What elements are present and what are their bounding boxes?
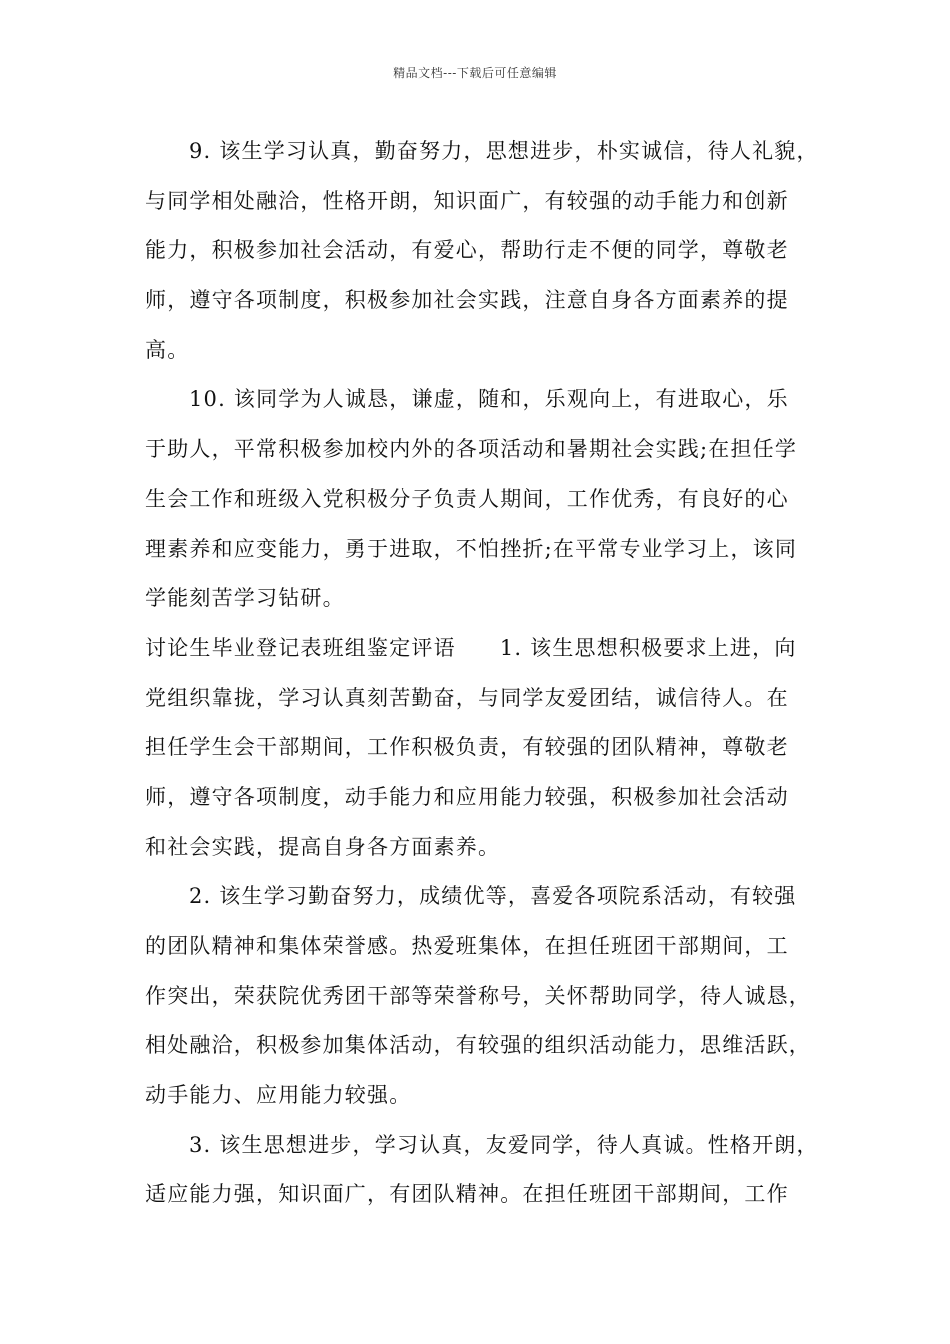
section-heading-line <box>145 624 835 674</box>
text-line: 理素养和应变能力，勇于进取，不怕挫折;在平常专业学习上，该同 <box>145 536 798 561</box>
text-line: 与同学相处融洽，性格开朗，知识面广，有较强的动手能力和创新 <box>145 188 789 213</box>
text-line: 2. 该生学习勤奋努力，成绩优等，喜爱各项院系活动，有较强 <box>189 884 797 909</box>
page-header: 精品文档---下载后可任意编辑 <box>393 66 557 80</box>
text-line: 适应能力强，知识面广，有团队精神。在担任班团干部期间，工作 <box>145 1182 789 1207</box>
text-line: 作突出，荣获院优秀团干部等荣誉称号，关怀帮助同学，待人诚恳， <box>145 983 811 1008</box>
text-line: 师，遵守各项制度，动手能力和应用能力较强，积极参加社会活动 <box>145 784 789 809</box>
text-line: 3. 该生思想进步，学习认真，友爱同学，待人真诚。性格开朗， <box>189 1132 819 1157</box>
text-line: 和社会实践，提高自身各方面素养。 <box>145 834 501 859</box>
section-heading: 讨论生毕业登记表班组鉴定评语 <box>145 635 456 660</box>
text-line: 高。 <box>145 337 190 362</box>
document-body <box>145 127 835 1220</box>
text-line: 生会工作和班级入党积极分子负责人期间，工作优秀，有良好的心 <box>145 486 789 511</box>
text-line: 党组织靠拢，学习认真刻苦勤奋，与同学友爱团结，诚信待人。在 <box>145 685 789 710</box>
text-line: 担任学生会干部期间，工作积极负责，有较强的团队精神，尊敬老 <box>145 735 789 760</box>
text-line: 学能刻苦学习钻研。 <box>145 586 345 611</box>
text-line: 9. 该生学习认真，勤奋努力，思想进步，朴实诚信，待人礼貌， <box>189 139 819 163</box>
text-line: 于助人，平常积极参加校内外的各项活动和暑期社会实践;在担任学 <box>145 437 798 462</box>
text-line: 的团队精神和集体荣誉感。热爱班集体，在担任班团干部期间，工 <box>145 934 789 958</box>
text-line: 师，遵守各项制度，积极参加社会实践，注意自身各方面素养的提 <box>145 288 789 313</box>
text-line: 10. 该同学为人诚恳，谦虚，随和，乐观向上，有进取心，乐 <box>189 387 789 412</box>
text-line: 1. 该生思想积极要求上进，向 <box>499 635 797 660</box>
text-line: 相处融洽，积极参加集体活动，有较强的组织活动能力，思维活跃， <box>145 1033 811 1058</box>
text-line: 能力，积极参加社会活动，有爱心，帮助行走不便的同学，尊敬老 <box>145 238 789 263</box>
text-line: 动手能力、应用能力较强。 <box>145 1083 412 1108</box>
